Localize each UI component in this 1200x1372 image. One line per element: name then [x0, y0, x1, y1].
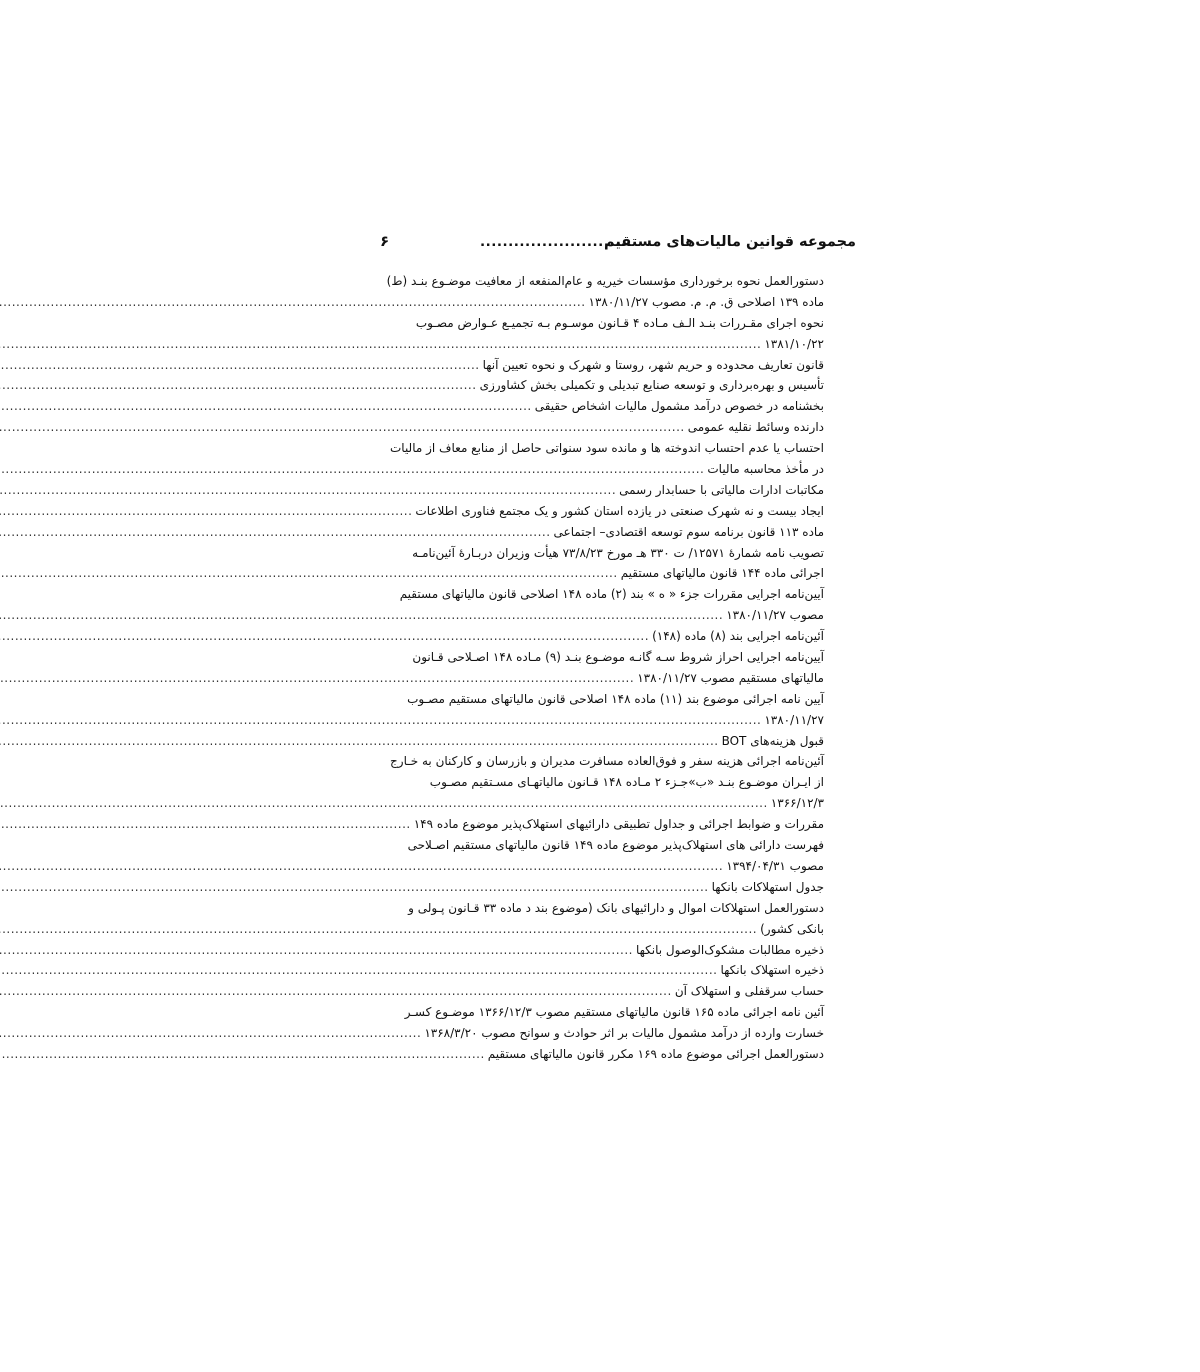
toc-entry-text: ذخیره استهلاک بانکها	[720, 963, 824, 978]
toc-line	[352, 355, 824, 376]
toc-line	[352, 459, 824, 480]
running-title: مجموعه قوانین مالیات‌های مستقیم	[603, 234, 856, 250]
toc-entry-text: ذخیره مطالبات مشکوک‌الوصول بانکها	[635, 942, 824, 957]
toc-line	[352, 480, 824, 501]
leader-dots	[0, 626, 649, 647]
toc-entry	[352, 814, 824, 835]
leader-dots	[0, 480, 616, 501]
toc-line	[352, 731, 824, 752]
leader-dots	[0, 334, 761, 355]
toc-entry-text: فهرست دارائی های استهلاک‌پذیر موضوع ماده ۱۴۹ قانون مالیاتهای مستقیم اصـلاحی	[407, 838, 824, 853]
toc-entry	[352, 396, 824, 417]
toc-line	[352, 960, 824, 981]
toc-line	[352, 584, 824, 605]
leader-dots	[0, 668, 634, 689]
toc-entry	[352, 898, 824, 940]
toc-entry-text: آئین‌نامه اجرایی بند (۸) ماده (۱۴۸)	[652, 629, 824, 644]
leader-dots	[0, 710, 761, 731]
toc-entry-text: نحوه اجرای مقـررات بنـد الـف مـاده ۴ قـانون موسـوم بـه تجمیـع عـوارض مصـوب	[415, 315, 824, 330]
toc-entry	[352, 313, 824, 355]
toc-line	[352, 543, 824, 564]
toc-line	[352, 626, 824, 647]
toc-entry-text: در مأخذ محاسبه مالیات	[707, 462, 824, 477]
toc-entry-text: تصویب نامه شمارهٔ ۱۲۵۷۱/ ت ۳۳۰ هـ مورخ ۷۳/۸/۲۳ هیأت وزیران دربـارهٔ آئین‌نامـه	[412, 545, 824, 560]
leader-dots	[0, 960, 717, 981]
toc-entry-text: احتساب یا عدم احتساب اندوخته ها و مانده سود سنواتی حاصل از منابع معاف از مالیات	[389, 441, 824, 456]
toc-entry	[352, 271, 824, 313]
toc-entry-text: آیین نامه اجرائی موضوع بند (۱۱) ماده ۱۴۸ اصلاحی قانون مالیاتهای مستقیم مصـوب	[407, 691, 824, 706]
leader-dots	[0, 1044, 485, 1065]
toc-entry	[352, 355, 824, 376]
toc-entry-text: بانکی کشور)	[760, 921, 824, 936]
toc-entry	[352, 877, 824, 898]
toc-entry-text: ماده ۱۳۹ اصلاحی ق. م. م. مصوب ۱۳۸۰/۱۱/۲۷	[588, 294, 824, 309]
toc-line	[352, 981, 824, 1002]
toc-entry-text: بخشنامه در خصوص درآمد مشمول مالیات اشخاص حقیقی	[534, 399, 824, 414]
toc-entry	[352, 438, 824, 480]
toc-line	[352, 375, 824, 396]
toc-entry-text: تأسیس و بهره‌برداری و توسعه صنایع تبدیلی و تکمیلی بخش کشاورزی	[479, 378, 824, 393]
toc-line	[352, 501, 824, 522]
leader-dots	[0, 605, 723, 626]
toc-entry-text: حساب سرقفلی و استهلاک آن	[674, 984, 824, 999]
toc-entry	[352, 626, 824, 647]
toc-entry-text: آیین‌نامه اجرایی احراز شروط سـه گانـه موضـوع بنـد (۹) مـاده ۱۴۸ اصـلاحی قـانون	[412, 650, 824, 665]
leader-dots	[0, 417, 685, 438]
toc-entry-text: ۱۳۸۰/۱۱/۲۷	[764, 712, 824, 727]
toc-entry	[352, 835, 824, 877]
leader-dots	[0, 563, 618, 584]
leader-dots	[0, 981, 672, 1002]
leader-dots	[0, 1023, 421, 1044]
toc-line	[352, 605, 824, 626]
toc-entry	[352, 1044, 824, 1065]
toc-entry-text: خسارت وارده از درآمد مشمول مالیات بر اثر حوادث و سوانح مصوب ۱۳۶۸/۳/۲۰	[424, 1026, 824, 1041]
toc-entry-text: قانون تعاریف محدوده و حریم شهر، روستا و شهرک و نحوه تعیین آنها	[482, 357, 824, 372]
page-number: ۶	[380, 232, 390, 250]
toc-line	[352, 563, 824, 584]
toc-entry-text: مکاتبات ادارات مالیاتی با حسابدار رسمی	[619, 482, 824, 497]
toc-line	[352, 710, 824, 731]
leader-dots	[0, 793, 768, 814]
toc-line	[352, 522, 824, 543]
toc-line	[352, 438, 824, 459]
toc-entry	[352, 480, 824, 501]
toc-line	[352, 292, 824, 313]
toc-entry-text: مصوب ۱۳۹۴/۰۴/۳۱	[726, 858, 824, 873]
header-leader-dots: ...........................	[479, 234, 632, 250]
toc-entry-text: ۱۳۸۱/۱۰/۲۲	[764, 336, 824, 351]
toc-line	[352, 689, 824, 710]
toc-line	[352, 668, 824, 689]
page-header	[380, 232, 856, 250]
toc-entry-text: ۱۳۶۶/۱۲/۳	[770, 796, 824, 811]
toc-entry-text: دستورالعمل نحوه برخورداری مؤسسات خیریه و عام‌المنفعه از معافیت موضـوع بنـد (ط)	[386, 274, 824, 288]
toc-entry	[352, 543, 824, 585]
toc-line	[352, 919, 824, 940]
toc-entry-text: دارنده وسائط نقلیه عمومی	[687, 420, 824, 435]
toc-entry	[352, 1002, 824, 1044]
toc-entry-text: آیین‌نامه اجرایی مقررات جزء « ه » بند (۲) ماده ۱۴۸ اصلاحی قانون مالیاتهای مستقیم	[399, 587, 824, 602]
leader-dots	[0, 355, 480, 376]
toc-entry-text: ایجاد بیست و نه شهرک صنعتی در یازده استان کشور و یک مجتمع فناوری اطلاعات	[415, 503, 824, 518]
toc-line	[352, 877, 824, 898]
leader-dots	[0, 877, 709, 898]
leader-dots	[0, 501, 412, 522]
toc-line	[352, 772, 824, 793]
toc-line	[352, 1044, 824, 1065]
toc-entry-text: جدول استهلاکات بانکها	[711, 879, 824, 894]
leader-dots	[0, 731, 719, 752]
toc-line	[352, 751, 824, 772]
toc-entry	[352, 751, 824, 814]
toc-entry-text: قبول هزینه‌های BOT	[721, 733, 824, 748]
toc-entry-text: مصوب ۱۳۸۰/۱۱/۲۷	[726, 608, 824, 623]
toc-entry	[352, 584, 824, 626]
toc-entry-text: ماده ۱۱۳ قانون برنامه سوم توسعه اقتصادی– اجتماعی	[553, 524, 824, 539]
toc-entry-text: دستورالعمل اجرائی موضوع ماده ۱۶۹ مکرر قانون مالیاتهای مستقیم	[487, 1046, 824, 1061]
toc-line	[352, 1023, 824, 1044]
toc-entry	[352, 981, 824, 1002]
toc-entry-text: آئین‌نامه اجرائی هزینه سفر و فوق‌العاده مسافرت مدیران و بازرسان و کارکنان به خـارج	[390, 754, 824, 769]
toc-entry	[352, 940, 824, 961]
leader-dots	[0, 814, 411, 835]
leader-dots	[0, 856, 723, 877]
table-of-contents	[352, 271, 824, 1065]
toc-entry	[352, 960, 824, 981]
toc-entry	[352, 689, 824, 731]
toc-entry	[352, 501, 824, 522]
toc-line	[352, 793, 824, 814]
toc-entry-text: اجرائی ماده ۱۴۴ قانون مالیاتهای مستقیم	[620, 566, 824, 581]
toc-line	[352, 940, 824, 961]
toc-line	[352, 313, 824, 334]
leader-dots	[0, 396, 532, 417]
leader-dots	[0, 375, 477, 396]
toc-line	[352, 898, 824, 919]
leader-dots	[0, 919, 757, 940]
toc-entry-text: دستورالعمل استهلاکات اموال و دارائیهای بانک (موضوع بند د ماده ۳۳ قـانون پـولی و	[408, 900, 824, 915]
toc-entry	[352, 731, 824, 752]
leader-dots	[0, 940, 633, 961]
toc-line	[352, 271, 824, 292]
toc-entry	[352, 417, 824, 438]
toc-entry-text: مقررات و ضوابط اجرائی و جداول تطبیقی دارائیهای استهلاک‌پذیر موضوع ماده ۱۴۹	[413, 817, 824, 832]
toc-entry-text: مالیاتهای مستقیم مصوب ۱۳۸۰/۱۱/۲۷	[637, 670, 824, 685]
toc-line	[352, 814, 824, 835]
leader-dots	[0, 459, 704, 480]
toc-entry	[352, 375, 824, 396]
toc-line	[352, 1002, 824, 1023]
toc-line	[352, 647, 824, 668]
toc-entry-text: آئین نامه اجرائی ماده ۱۶۵ قانون مالیاتهای مستقیم مصوب ۱۳۶۶/۱۲/۳ موضـوع کسـر	[404, 1005, 824, 1020]
toc-entry-text: از ایـران موضـوع بنـد «ب»جـزء ۲ مـاده ۱۴۸ قـانون مالیاتهـای مسـتقیم مصـوب	[429, 775, 824, 790]
leader-dots	[0, 292, 586, 313]
toc-line	[352, 856, 824, 877]
toc-entry	[352, 647, 824, 689]
toc-line	[352, 396, 824, 417]
toc-line	[352, 334, 824, 355]
toc-entry	[352, 522, 824, 543]
toc-line	[352, 835, 824, 856]
leader-dots	[0, 522, 551, 543]
toc-line	[352, 417, 824, 438]
